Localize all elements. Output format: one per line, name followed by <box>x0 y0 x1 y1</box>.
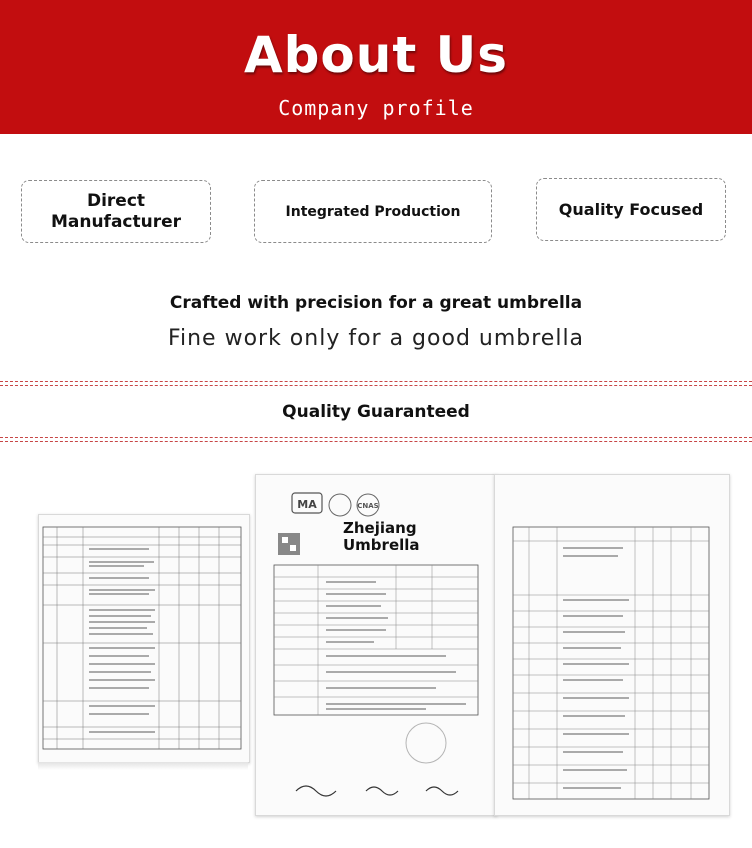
feature-label: Quality Focused <box>558 200 704 219</box>
test-report-page-right <box>494 474 730 816</box>
section-divider-bottom <box>0 437 752 442</box>
feature-quality-focused <box>536 178 726 241</box>
ma-seal-icon <box>292 493 322 513</box>
test-report-page-left <box>38 514 250 763</box>
page-subtitle: Company profile <box>278 96 474 120</box>
svg-text:CNAS: CNAS <box>357 502 379 510</box>
feature-integrated-production <box>254 180 492 243</box>
feature-direct-manufacturer <box>21 180 211 243</box>
report-table-image <box>495 475 729 815</box>
certificate-company-name: Zhejiang Umbrella <box>343 519 420 554</box>
page-title: About Us <box>243 26 509 84</box>
hero-banner <box>0 0 752 134</box>
tagline-subheading: Fine work only for a good umbrella <box>167 326 585 351</box>
page-shadow <box>38 762 248 770</box>
section-title: Quality Guaranteed <box>282 402 470 422</box>
tagline-heading: Crafted with precision for a great umbrella <box>169 293 583 313</box>
feature-label: Integrated Production <box>285 203 461 220</box>
feature-label: Direct Manufacturer <box>50 190 182 232</box>
report-table-image <box>39 515 249 762</box>
svg-text:MA: MA <box>297 498 317 511</box>
section-divider-top <box>0 381 752 386</box>
